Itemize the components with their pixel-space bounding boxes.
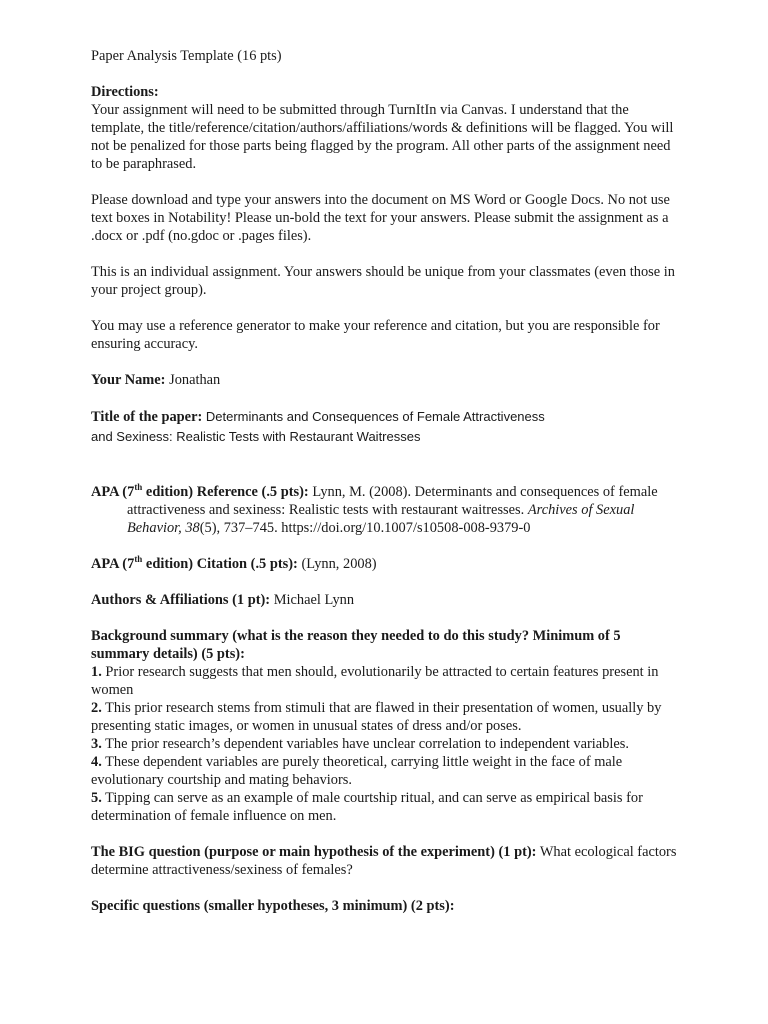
specific-questions-label: Specific questions (smaller hypotheses, 3 minimum) (2 pts): [91,898,455,914]
apa-citation-label-post: edition) Citation (.5 pts): [142,556,298,572]
apa-reference-label-post: edition) Reference (.5 pts): [142,484,309,500]
apa-citation-label-pre: APA (7 [91,556,135,572]
apa-reference [91,483,679,537]
background-item-4 [91,753,679,789]
paper-title-line-1: Determinants and Consequences of Female Attractiveness [205,409,545,424]
directions-paragraph-1: Your assignment will need to be submitted through TurnItIn via Canvas. I understand that the template, the title/reference/citation/authors/affiliations/words & definitions will be flagged. You will not be penalized for those parts being flagged by the program. All other parts of the assignment need to be paraphrased. [91,102,674,172]
big-question [91,843,679,879]
directions-paragraph-3: This is an individual assignment. Your answers should be unique from your classmates (even those in your project group). [91,264,675,298]
apa-reference-journal: Archives of Sexual Behavior, 38 [127,502,635,536]
document-page [91,47,679,915]
background-item-4-text: These dependent variables are purely theoretical, carrying little weight in the face of male evolutionary courtship and mating behaviors. [91,754,623,788]
apa-reference-label-sup: th [134,482,143,493]
your-name-value: Jonathan [169,372,221,388]
background-heading: Background summary (what is the reason they needed to do this study? Minimum of 5 summary details) (5 pts): [91,628,621,662]
paper-title-line-2: and Sexiness: Realistic Tests with Restaurant Waitresses [91,429,421,444]
apa-citation [91,555,679,573]
apa-reference-label-pre: APA (7 [91,484,135,500]
background-item-1 [91,663,679,699]
directions-heading: Directions: [91,84,159,100]
background-item-4-num: 4. [91,754,102,770]
background-item-3-num: 3. [91,736,102,752]
background-item-2-text: This prior research stems from stimuli that are flawed in their presentation of women, usually by presenting static images, or women in unusual states of dress and/or poses. [91,700,662,734]
template-title: Paper Analysis Template (16 pts) [91,48,282,64]
apa-citation-label-sup: th [134,554,143,565]
apa-reference-text: Lynn, M. (2008). Determinants and consequences of female attractiveness and sexiness: Realistic tests with restaurant waitresses. [127,484,658,518]
background-item-3 [91,735,679,753]
background-item-1-text: Prior research suggests that men should, evolutionarily be attracted to certain features present in women [91,664,659,698]
background-item-5-num: 5. [91,790,102,806]
directions-paragraph-2: Please download and type your answers into the document on MS Word or Google Docs. No not use text boxes in Notability! Please un-bold the text for your answers. Please submit the assignment as a .docx or .pdf (no.gdoc or .pages files). [91,192,670,244]
apa-citation-value: (Lynn, 2008) [301,556,377,572]
authors-label: Authors & Affiliations (1 pt): [91,592,271,608]
big-question-value: What ecological factors determine attractiveness/sexiness of females? [91,844,677,878]
background-item-5 [91,789,679,825]
authors-line [91,591,679,609]
background-item-5-text: Tipping can serve as an example of male courtship ritual, and can serve as empirical basis for determination of female influence on men. [91,790,643,824]
background-item-2 [91,699,679,735]
background-item-1-num: 1. [91,664,102,680]
authors-value: Michael Lynn [273,592,355,608]
directions-paragraph-4: You may use a reference generator to make your reference and citation, but you are responsible for ensuring accuracy. [91,318,660,352]
your-name-line [91,371,679,389]
apa-citation-label [91,556,298,572]
big-question-label: The BIG question (purpose or main hypothesis of the experiment) (1 pt): [91,844,537,860]
background-item-3-text: The prior research’s dependent variables have unclear correlation to independent variables. [105,736,629,752]
apa-reference-tail: (5), 737–745. https://doi.org/10.1007/s10508-008-9379-0 [199,520,531,536]
apa-reference-label [91,484,309,500]
background-item-2-num: 2. [91,700,102,716]
paper-title-label: Title of the paper: [91,409,203,425]
your-name-label: Your Name: [91,372,166,388]
paper-title-line [91,407,679,427]
